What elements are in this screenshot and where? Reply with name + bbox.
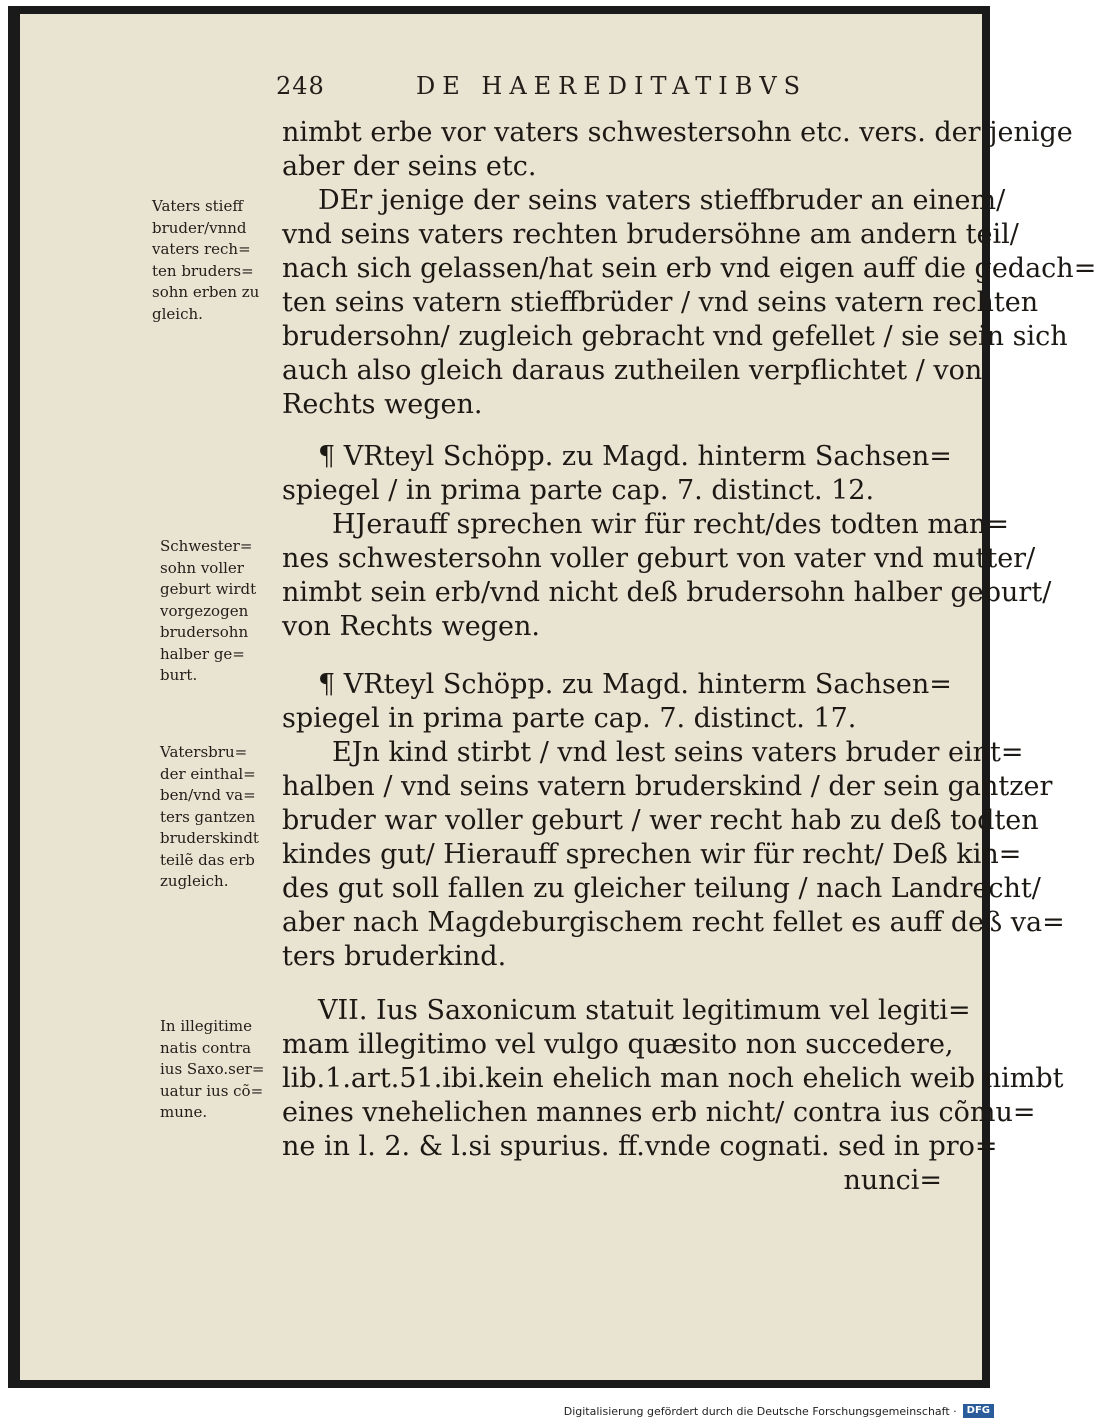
body-line: VII. Ius Saxonicum statuit legitimum vel legiti=	[318, 995, 971, 1026]
body-line: aber nach Magdeburgischem recht fellet es auff deß va=	[282, 907, 1065, 938]
marginal-note-line: ten bruders=	[152, 261, 254, 280]
marginal-note-line: uatur ius cõ=	[160, 1081, 264, 1100]
marginal-note-line: ius Saxo.ser=	[160, 1060, 265, 1078]
body-line: auch also gleich daraus zutheilen verpflichtet / von	[282, 355, 983, 386]
marginal-note-line: Vatersbru=	[160, 743, 248, 761]
digitization-footer	[564, 1402, 994, 1420]
body-line: eines vnehelichen mannes erb nicht/ contra ius cõmu=	[282, 1097, 1036, 1128]
body-line: mam illegitimo vel vulgo quæsito non succedere,	[282, 1029, 954, 1060]
running-title: DE HAEREDITATIBVS	[416, 72, 808, 100]
verdict-citation: spiegel in prima parte cap. 7. distinct. 17.	[282, 703, 857, 734]
dfg-logo: DFG	[963, 1404, 994, 1418]
marginal-note-line: burt.	[160, 666, 198, 684]
marginal-note-line: der einthal=	[160, 764, 256, 783]
marginal-note-line: sohn voller	[160, 558, 244, 577]
running-header	[270, 72, 950, 108]
footer-text: Digitalisierung gefördert durch die Deutsche Forschungsgemeinschaft ·	[563, 1404, 957, 1418]
body-line: kindes gut/ Hierauff sprechen wir für recht/ Deß kin=	[282, 839, 1022, 870]
body-line: lib.1.art.51.ibi.kein ehelich man noch ehelich weib nimbt	[282, 1063, 1064, 1094]
marginal-note-line: sohn erben zu	[152, 283, 260, 301]
marginal-note-line: halber ge=	[160, 644, 245, 663]
catchword: nunci=	[843, 1165, 942, 1196]
body-line: des gut soll fallen zu gleicher teilung / nach Landrecht/	[282, 873, 1041, 904]
body-line: nach sich gelassen/hat sein erb vnd eigen auff die gedach=	[282, 253, 1096, 284]
body-line: HJerauff sprechen wir für recht/des todten man=	[332, 509, 1010, 540]
body-line: ters bruderkind.	[282, 941, 507, 972]
body-line: ne in l. 2. & l.si spurius. ff.vnde cognati. sed in pro=	[282, 1131, 998, 1162]
marginal-note-line: vorgezogen	[160, 601, 249, 620]
marginal-note-line: natis contra	[160, 1038, 252, 1057]
body-line: Rechts wegen.	[282, 389, 483, 420]
verdict-heading: ¶ VRteyl Schöpp. zu Magd. hinterm Sachsen=	[318, 669, 952, 700]
marginal-note-line: In illegitime	[160, 1017, 252, 1035]
marginal-note	[152, 196, 259, 325]
marginal-note-line: zugleich.	[160, 872, 229, 890]
marginal-note-line: teilẽ das erb	[160, 850, 255, 869]
marginal-note	[160, 1016, 264, 1124]
marginal-note-line: gleich.	[152, 304, 203, 323]
marginal-note	[160, 536, 256, 687]
marginal-note-line: ben/vnd va=	[160, 786, 256, 804]
marginal-note-line: mune.	[160, 1103, 208, 1121]
body-line: ten seins vatern stieffbrüder / vnd seins vatern rechten	[282, 287, 1039, 318]
body-line: nes schwestersohn voller geburt von vater vnd mutter/	[282, 543, 1036, 574]
marginal-note-line: vaters rech=	[152, 240, 251, 258]
marginal-note	[160, 742, 259, 893]
body-line: nimbt erbe vor vaters schwestersohn etc. vers. der jenige	[282, 117, 1073, 148]
body-line: aber der seins etc.	[282, 151, 537, 182]
body-line: EJn kind stirbt / vnd lest seins vaters bruder eint=	[332, 737, 1024, 768]
body-line: bruder war voller geburt / wer recht hab zu deß todten	[282, 805, 1039, 836]
body-line: DEr jenige der seins vaters stieffbruder an einem/	[318, 185, 1006, 216]
marginal-note-line: Vaters stieff	[152, 197, 243, 215]
marginal-note-line: bruder/vnnd	[152, 218, 247, 237]
body-line: von Rechts wegen.	[282, 611, 540, 642]
body-line: vnd seins vaters rechten brudersöhne am andern teil/	[282, 219, 1019, 250]
verdict-heading: ¶ VRteyl Schöpp. zu Magd. hinterm Sachsen=	[318, 441, 952, 472]
body-line: nimbt sein erb/vnd nicht deß brudersohn halber geburt/	[282, 577, 1052, 608]
marginal-note-line: brudersohn	[160, 623, 249, 641]
page-number: 248	[276, 72, 325, 100]
marginal-note-line: bruderskindt	[160, 829, 259, 847]
marginal-note-line: ters gantzen	[160, 807, 256, 826]
body-line: halben / vnd seins vatern bruderskind / der sein gantzer	[282, 771, 1053, 802]
marginal-note-line: geburt wirdt	[160, 580, 257, 598]
body-line: brudersohn/ zugleich gebracht vnd gefellet / sie sein sich	[282, 321, 1068, 352]
verdict-citation: spiegel / in prima parte cap. 7. distinct. 12.	[282, 475, 875, 506]
marginal-note-line: Schwester=	[160, 537, 253, 555]
